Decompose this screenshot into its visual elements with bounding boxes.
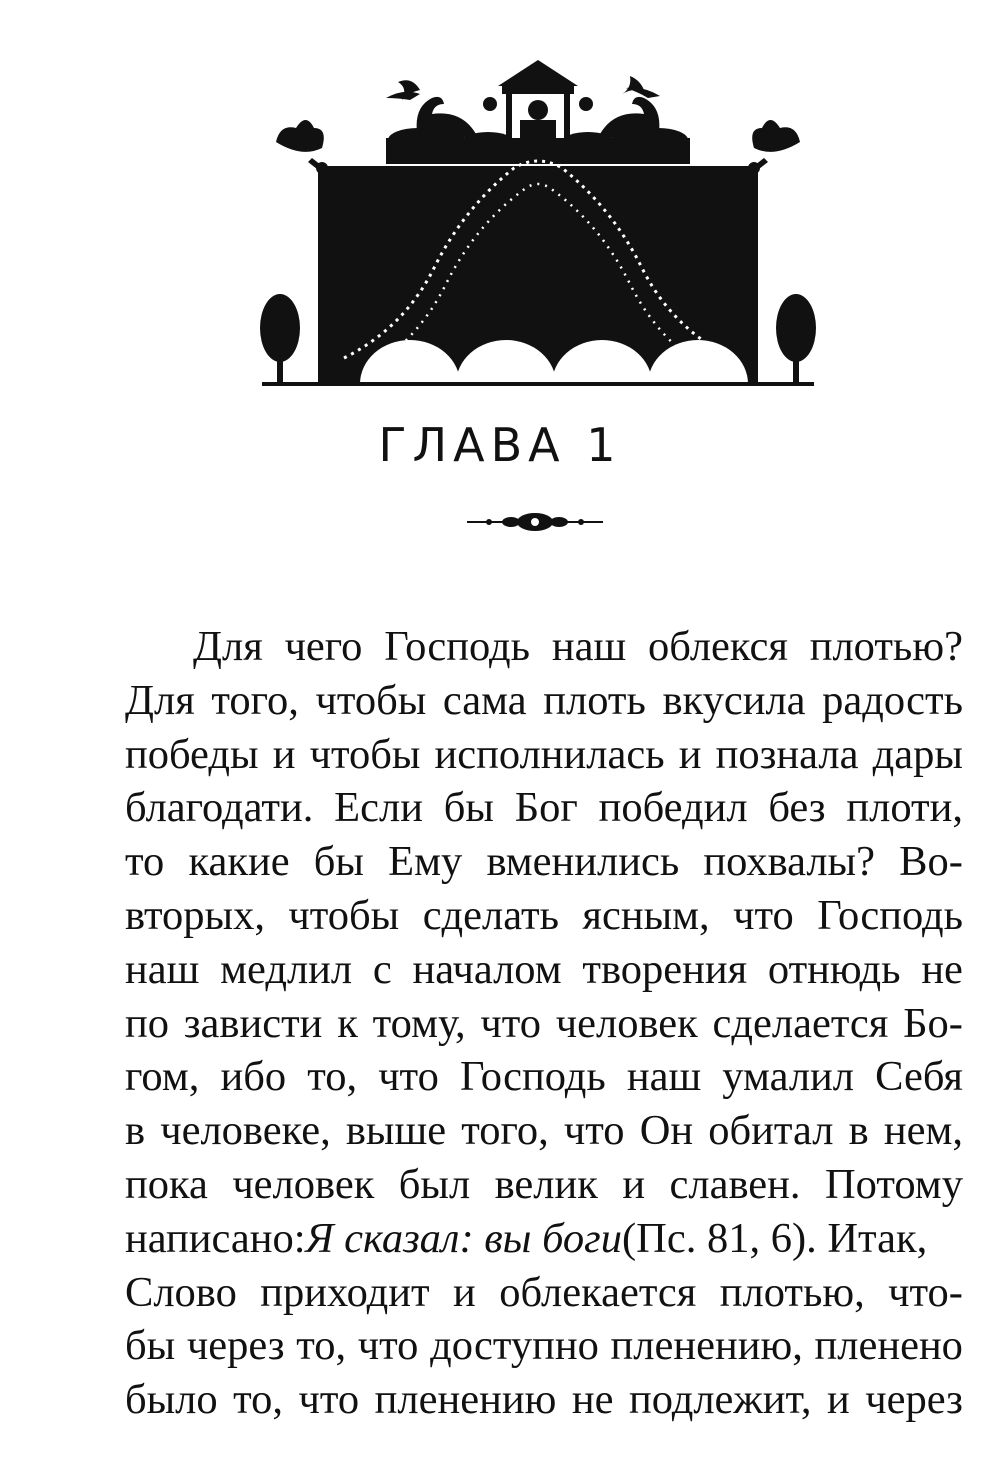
word: то, [233, 1376, 284, 1424]
word: что [563, 1107, 625, 1155]
word: нем, [883, 1107, 963, 1155]
word: что [733, 891, 794, 939]
word: человек [232, 1160, 375, 1208]
word: что [378, 1053, 439, 1101]
word: Для [125, 676, 195, 724]
word: Ему [388, 838, 463, 886]
text-line [125, 1212, 963, 1266]
word: и [272, 730, 296, 778]
bird-icon [386, 80, 420, 100]
word: ясным, [582, 891, 710, 939]
word: по [125, 999, 169, 1047]
text-line [125, 781, 963, 835]
word: велик [494, 1160, 598, 1208]
chapter-illustration [258, 58, 818, 398]
word: Во- [899, 838, 963, 886]
text-segment: (Пс. 81, 6). Итак, [621, 1214, 928, 1262]
word: что [298, 1376, 360, 1424]
word: Потому [824, 1160, 963, 1208]
word: вменились [486, 838, 680, 886]
ground-line [262, 382, 814, 386]
tree-icon [260, 294, 300, 384]
word: Господь [459, 1053, 606, 1101]
word: обитал [708, 1107, 834, 1155]
word: бы [313, 838, 364, 886]
word: и [827, 1376, 850, 1424]
text-line [125, 1319, 963, 1373]
text-line [125, 1266, 963, 1320]
word: победил [598, 784, 748, 832]
word: пленено [814, 1322, 963, 1370]
word: пленению [374, 1376, 557, 1424]
word: отнюдь [767, 945, 901, 993]
word: радость [822, 676, 963, 724]
word: сделается [712, 999, 889, 1047]
word: благодати. [125, 784, 314, 832]
divider-ornament-icon [465, 508, 605, 536]
word: Бог [514, 784, 578, 832]
word: и [678, 730, 702, 778]
word: дары [872, 730, 963, 778]
word: не [571, 1376, 614, 1424]
word: того, [461, 1107, 549, 1155]
word: бы [125, 1322, 176, 1370]
word: Если [334, 784, 423, 832]
word: и [453, 1268, 476, 1316]
word: какие [188, 838, 290, 886]
word: в [125, 1107, 146, 1155]
word: Господь [817, 891, 963, 939]
word: Слово [125, 1268, 237, 1316]
word: облекся [648, 623, 788, 670]
text-line [125, 1158, 963, 1212]
word: чтобы [309, 730, 421, 778]
word: чтобы [315, 676, 427, 724]
word: плотью? [809, 623, 963, 670]
word: человеке, [160, 1107, 331, 1155]
word: ибо [220, 1053, 287, 1101]
word: облекается [499, 1268, 697, 1316]
word: наш [626, 1053, 702, 1101]
word: чего [284, 623, 363, 670]
word: вкусила [662, 676, 806, 724]
word: через [186, 1322, 285, 1370]
word: победы [125, 730, 259, 778]
word: Для [193, 623, 263, 670]
word: то [125, 838, 165, 886]
word: похвалы? [703, 838, 875, 886]
body-paragraph [125, 620, 963, 1427]
word: подлежит, [628, 1376, 812, 1424]
word: гом, [125, 1053, 200, 1101]
word: без [768, 784, 826, 832]
word: сделать [422, 891, 559, 939]
text-line [125, 674, 963, 728]
chapter-title: ГЛАВА 1 [378, 418, 622, 472]
word: пленению, [610, 1322, 803, 1370]
word: и [622, 1160, 646, 1208]
word: к [337, 999, 358, 1047]
word: плотью, [719, 1268, 865, 1316]
text-line [125, 1373, 963, 1427]
word: вторых, [125, 891, 265, 939]
word: плоть [543, 676, 646, 724]
text-line [125, 889, 963, 943]
word: славен. [669, 1160, 801, 1208]
word: в [848, 1107, 869, 1155]
word: Господь [384, 623, 531, 670]
word: наш [551, 623, 627, 670]
tree-icon [776, 294, 816, 384]
word: Бо- [903, 999, 963, 1047]
text-line [125, 1104, 963, 1158]
word: был [398, 1160, 471, 1208]
word: началом [412, 945, 562, 993]
word: Себя [875, 1053, 963, 1101]
text-line [125, 728, 963, 782]
text-line [125, 997, 963, 1051]
scripture-quote: Я сказал: вы боги [305, 1214, 622, 1262]
word: с [372, 945, 392, 993]
word: медлил [220, 945, 353, 993]
text-line [125, 835, 963, 889]
word: что- [888, 1268, 963, 1316]
text-line [125, 620, 963, 674]
word: познала [715, 730, 859, 778]
word: доступно [430, 1322, 599, 1370]
word: исполнилась [434, 730, 665, 778]
word: бы [443, 784, 494, 832]
text-segment: написано: [125, 1214, 306, 1262]
bird-icon [622, 76, 660, 98]
word: творения [582, 945, 748, 993]
word: через [865, 1376, 963, 1424]
word: было [125, 1376, 218, 1424]
word: сама [442, 676, 527, 724]
word: приходит [260, 1268, 430, 1316]
word: выше [345, 1107, 447, 1155]
word: пока [125, 1160, 208, 1208]
word: то, [307, 1053, 358, 1101]
word: зависти [183, 999, 323, 1047]
word: что [480, 999, 541, 1047]
text-line [125, 1050, 963, 1104]
word: то, [296, 1322, 347, 1370]
word: чтобы [288, 891, 400, 939]
pavilion-icon [483, 60, 593, 144]
bridge-icon [318, 161, 758, 384]
word: тому, [372, 999, 466, 1047]
text-line [125, 943, 963, 997]
word: того, [211, 676, 299, 724]
word: что [357, 1322, 419, 1370]
word: наш [125, 945, 200, 993]
word: не [921, 945, 963, 993]
word: умалил [722, 1053, 854, 1101]
word: Он [639, 1107, 694, 1155]
word: плоти, [846, 784, 963, 832]
word: человек [555, 999, 698, 1047]
